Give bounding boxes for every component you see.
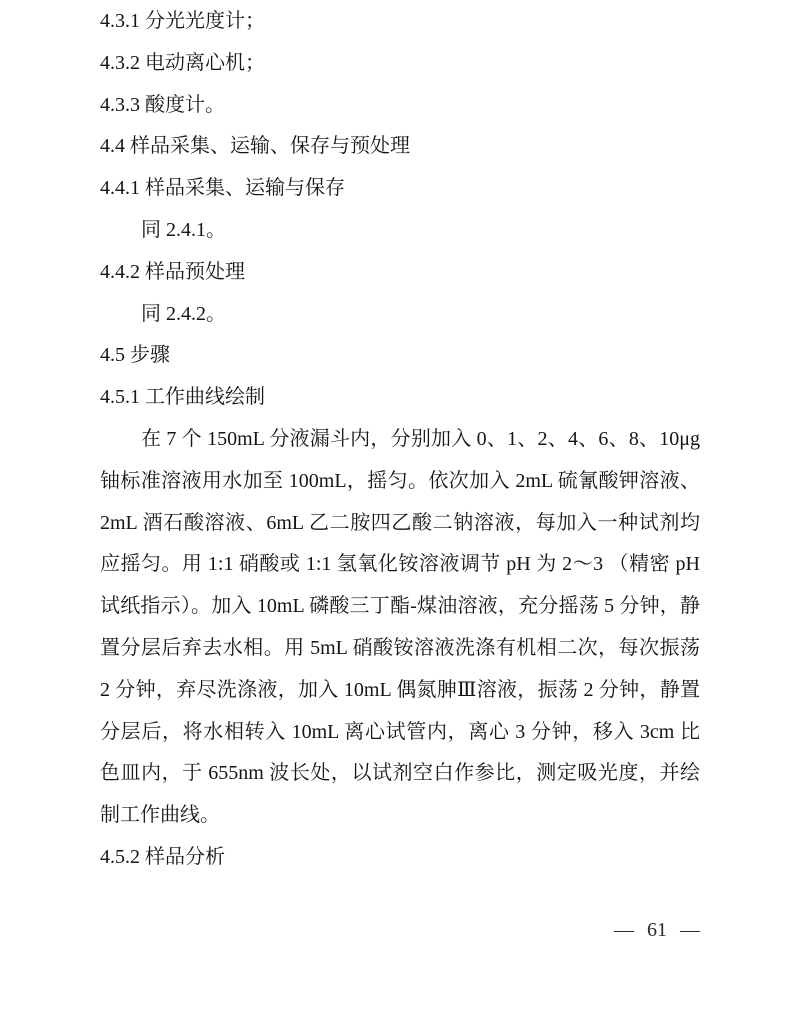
paragraph-line: 应摇匀。用 1:1 硝酸或 1:1 氢氧化铵溶液调节 pH 为 2～3 （精密 pH: [100, 553, 700, 576]
paragraph-line: 色皿内，于 655nm 波长处，以试剂空白作参比，测定吸光度，并绘: [100, 762, 700, 785]
heading-4-5: 4.5 步骤: [100, 344, 170, 367]
heading-4-4-2: 4.4.2 样品预处理: [100, 260, 245, 283]
paragraph-line: 试纸指示）。加入 10mL 磷酸三丁酯-煤油溶液，充分摇荡 5 分钟，静: [100, 595, 700, 618]
clause-4-3-1: 4.3.1 分光光度计；: [100, 10, 265, 32]
ref-note-2-4-2: 同 2.4.2。: [141, 302, 226, 325]
paragraph-line: 2 分钟，弃尽洗涤液，加入 10mL 偶氮胂Ⅲ溶液，振荡 2 分钟，静置: [100, 678, 700, 701]
paragraph-line: 分层后，将水相转入 10mL 离心试管内，离心 3 分钟，移入 3cm 比: [100, 720, 700, 743]
clause-4-3-2: 4.3.2 电动离心机；: [100, 51, 265, 74]
clause-4-3-3: 4.3.3 酸度计。: [100, 93, 225, 116]
paragraph-line: 制工作曲线。: [100, 804, 220, 827]
paragraph-line: 2mL 酒石酸溶液、6mL 乙二胺四乙酸二钠溶液，每加入一种试剂均: [100, 511, 700, 534]
heading-4-4: 4.4 样品采集、运输、保存与预处理: [100, 135, 410, 158]
paragraph-line: 在 7 个 150mL 分液漏斗内，分别加入 0、1、2、4、6、8、10μg: [141, 427, 700, 450]
heading-4-5-2: 4.5.2 样品分析: [100, 845, 225, 868]
paragraph-line: 铀标准溶液用水加至 100mL，摇匀。依次加入 2mL 硫氰酸钾溶液、: [100, 469, 700, 492]
procedure-paragraph: [100, 419, 700, 837]
page-number: — 61 —: [614, 919, 700, 941]
heading-4-5-1: 4.5.1 工作曲线绘制: [100, 386, 265, 409]
ref-note-2-4-1: 同 2.4.1。: [141, 218, 226, 241]
heading-4-4-1: 4.4.1 样品采集、运输与保存: [100, 177, 345, 200]
paragraph-line: 置分层后弃去水相。用 5mL 硝酸铵溶液洗涤有机相二次，每次振荡: [100, 636, 700, 659]
